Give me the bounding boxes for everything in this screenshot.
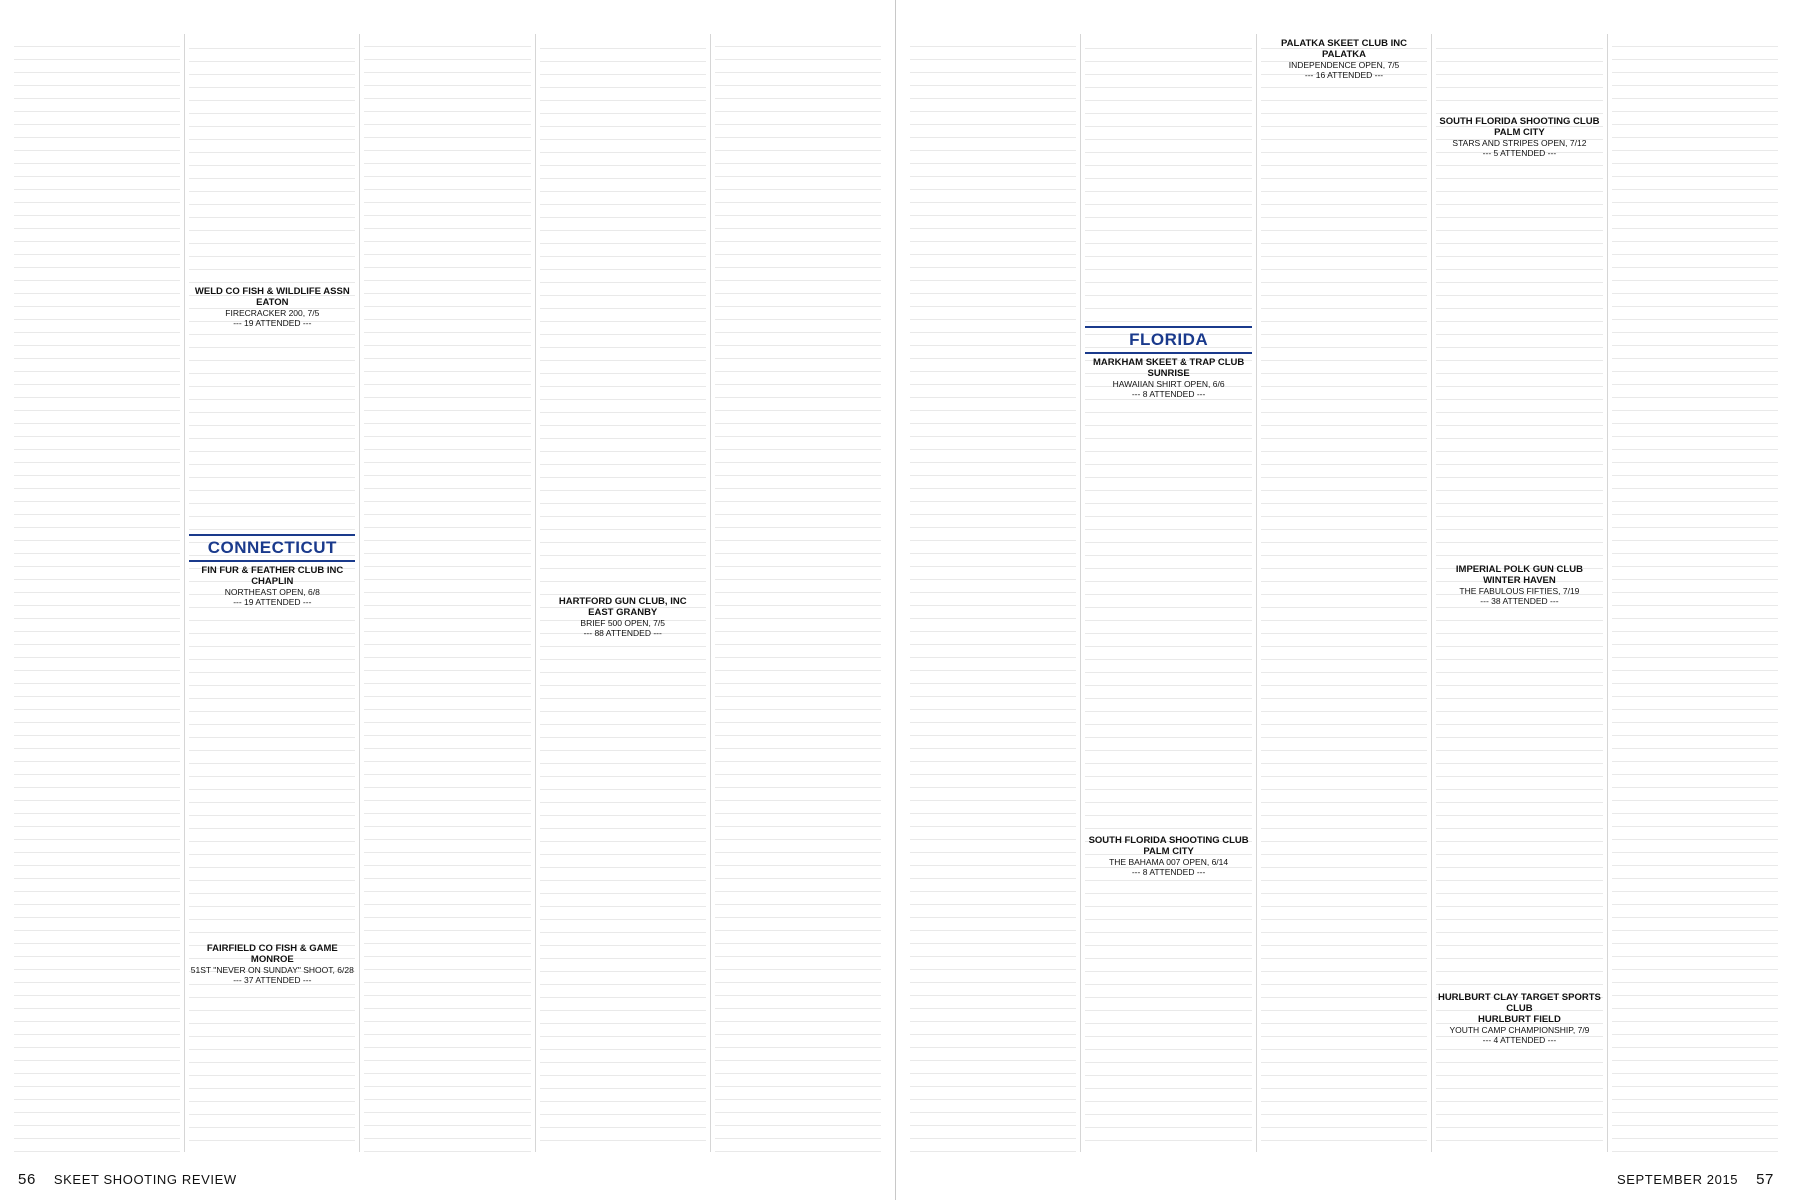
results-column: [1256, 34, 1431, 1152]
club-name: SOUTH FLORIDA SHOOTING CLUB: [1439, 116, 1600, 127]
results-column: [1080, 34, 1255, 1152]
page-number: 57: [1756, 1171, 1774, 1188]
results-column: [1607, 34, 1782, 1152]
club-header-palatka: [1261, 36, 1427, 80]
right-page: [896, 0, 1792, 1200]
results-columns-right: [906, 34, 1782, 1152]
event-name: BRIEF 500 OPEN, 7/5: [580, 618, 665, 628]
club-name: WELD CO FISH & WILDLIFE ASSN: [194, 286, 350, 297]
results-column: [710, 34, 885, 1152]
state-heading: FLORIDA: [1085, 326, 1251, 354]
results-column: [1431, 34, 1606, 1152]
club-city: MONROE: [250, 954, 294, 965]
state-block-florida: [1085, 36, 1251, 399]
state-heading: CONNECTICUT: [189, 534, 355, 562]
club-city: PALM CITY: [1494, 127, 1545, 138]
attendance: --- 19 ATTENDED ---: [233, 318, 312, 328]
attendance: --- 88 ATTENDED ---: [583, 628, 662, 638]
club-city: WINTER HAVEN: [1483, 575, 1556, 586]
club-header-hartford: [540, 36, 706, 638]
club-name: MARKHAM SKEET & TRAP CLUB: [1092, 357, 1245, 368]
event-name: STARS AND STRIPES OPEN, 7/12: [1452, 138, 1587, 148]
club-name: IMPERIAL POLK GUN CLUB: [1455, 564, 1583, 575]
club-city: EAST GRANBY: [588, 607, 658, 618]
event-name: THE BAHAMA 007 OPEN, 6/14: [1109, 857, 1229, 867]
club-name: HURLBURT CLAY TARGET SPORTS CLUB: [1437, 992, 1601, 1014]
club-city: HURLBURT FIELD: [1477, 1014, 1561, 1025]
club-header-weld: [189, 36, 355, 328]
publication-name: SKEET SHOOTING REVIEW: [53, 1172, 237, 1187]
club-city: EATON: [256, 297, 289, 308]
page-footer-left: [18, 1171, 877, 1188]
club-city: CHAPLIN: [251, 576, 294, 587]
attendance: --- 19 ATTENDED ---: [233, 597, 312, 607]
event-name: INDEPENDENCE OPEN, 7/5: [1288, 60, 1400, 70]
club-name: FAIRFIELD CO FISH & GAME: [206, 943, 338, 954]
event-name: YOUTH CAMP CHAMPIONSHIP, 7/9: [1449, 1025, 1590, 1035]
results-column: [184, 34, 359, 1152]
club-header-south-florida-2: [1436, 36, 1602, 158]
attendance: --- 16 ATTENDED ---: [1304, 70, 1384, 80]
attendance: --- 4 ATTENDED ---: [1482, 1035, 1557, 1045]
results-columns-left: [10, 34, 885, 1152]
event-name: 51ST "NEVER ON SUNDAY" SHOOT, 6/28: [190, 965, 354, 975]
event-name: THE FABULOUS FIFTIES, 7/19: [1459, 586, 1580, 596]
club-city: SUNRISE: [1147, 368, 1190, 379]
club-header-south-florida: [1085, 405, 1251, 877]
club-city: PALATKA: [1322, 49, 1366, 60]
results-column: [906, 34, 1080, 1152]
attendance: --- 8 ATTENDED ---: [1131, 867, 1206, 877]
attendance: --- 38 ATTENDED ---: [1480, 596, 1559, 606]
attendance: --- 37 ATTENDED ---: [233, 975, 312, 985]
event-name: HAWAIIAN SHIRT OPEN, 6/6: [1112, 379, 1225, 389]
page-footer-right: [914, 1171, 1774, 1188]
club-name: FIN FUR & FEATHER CLUB INC: [201, 565, 344, 576]
event-name: FIRECRACKER 200, 7/5: [225, 308, 320, 318]
results-column: [535, 34, 710, 1152]
club-name: HARTFORD GUN CLUB, INC: [558, 596, 687, 607]
issue-date: SEPTEMBER 2015: [1616, 1172, 1739, 1187]
state-block-connecticut: [189, 334, 355, 607]
club-name: PALATKA SKEET CLUB INC: [1281, 38, 1407, 49]
club-header-imperial-polk: [1436, 164, 1602, 606]
club-header-hurlburt: [1436, 612, 1602, 1045]
club-city: PALM CITY: [1143, 846, 1194, 857]
event-name: NORTHEAST OPEN, 6/8: [224, 587, 320, 597]
club-name: SOUTH FLORIDA SHOOTING CLUB: [1088, 835, 1249, 846]
page-number: 56: [18, 1171, 36, 1188]
club-header-monroe: [189, 613, 355, 985]
results-column: [10, 34, 184, 1152]
results-column: [359, 34, 534, 1152]
left-page: [0, 0, 896, 1200]
attendance: --- 5 ATTENDED ---: [1482, 148, 1557, 158]
attendance: --- 8 ATTENDED ---: [1131, 389, 1206, 399]
